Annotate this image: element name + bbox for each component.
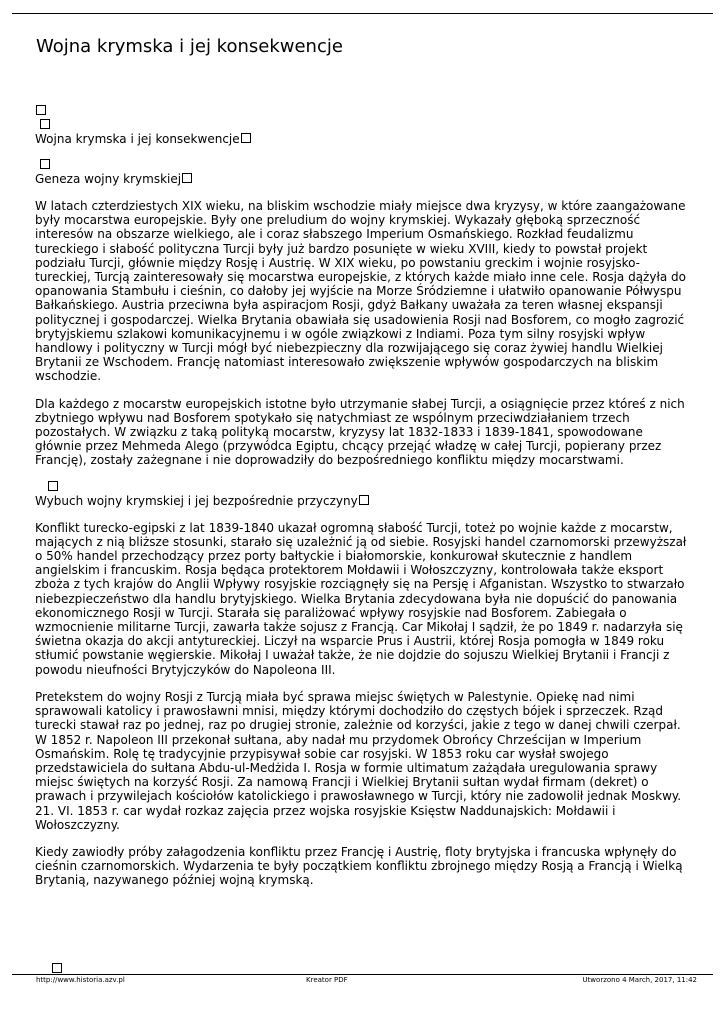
paragraph: W latach czterdziestych XIX wieku, na bliskim wschodzie miały miejsce dwa kryzysy, w które zaangażowane były mocarstwa europejskie. Były one preludium do wojny krymskiej. Wykazały głęboką sprzeczność interesów na obszarze wielkiego, ale i coraz słabszego Imperium Osmańskiego. Rozkład feudalizmu tureckiego i słabość polityczna Turcji były już bardzo posunięte w wieku XVIII, kiedy to powstał projekt podziału Turcji, głównie między Rosję i Austrię. W XIX wieku, po powstaniu greckim i wojnie rosyjsko-tureckiej, Turcją zainteresowały się mocarstwa europejskie, z których każde miało inne cele. Rosja dążyła do opanowania Stambułu i cieśnin, co dałoby jej wyjście na Morze Śródziemne i ułatwiło opanowanie Półwyspu Bałkańskiego. Austria przeciwna była aspiracjom Rosji, gdyż Bałkany uważała za teren własnej ekspansji politycznej i gospodarczej. Wielka Brytania obawiała się usadowienia Rosji nad Bosforem, co mogło zagrozić brytyjskiemu szlakowi komunikacyjnemu i w ogóle związkowi z Indiami. Poza tym silny rosyjski wpływ handlowy i polityczny w Turcji mógł być niebezpieczny dla rozwijającego się coraz żywiej handlu Wielkiej Brytanii ze Wschodem. Francję natomiast interesowało zwiększenie wpływów gospodarczych na bliskim wschodzie. xyxy=(35,199,686,384)
placeholder-box-line xyxy=(35,158,690,172)
paragraph: Pretekstem do wojny Rosji z Turcją miała być sprawa miejsc świętych w Palestynie. Opiekę nad nimi sprawowali katolicy i prawosławni mnisi, między którymi dochodziło do częstych bójek i sprzeczek. Rząd turecki stawał raz po jednej, raz po drugiej stronie, zależnie od korzyści, jakie z tego w danej chwili czerpał. W 1852 r. Napoleon III przekonał sułtana, aby nadał mu przydomek Obrońcy Chrześcijan w Imperium Osmańskim. Rolę tę tradycyjnie przypisywał sobie car rosyjski. W 1853 roku car wysłał swojego przedstawiciela do sułtana Abdu-ul-Medżida I. Rosja w formie ultimatum zażądała uregulowania sprawy miejsc świętych na korzyść Rosji. Za namową Francji i Wielkiej Brytanii sułtan wydał firmam (dekret) o prawach i przywilejach kościołów katolickiego i prawosławnego w Turcji, który nie zadowolił jednak Moskwy. 21. VI. 1853 r. car wydał rozkaz zajęcia przez wojska rosyjskie Księstw Naddunajskich: Mołdawii i Wołoszczyzny. xyxy=(35,689,682,832)
article-title: Wojna krymska i jej konsekwencje xyxy=(35,132,690,146)
section-heading-wybuch: Wybuch wojny krymskiej i jej bezpośrednie przyczyny xyxy=(35,494,690,508)
paragraph: Konflikt turecko-egipski z lat 1839-1840 ukazał ogromną słabość Turcji, toteż po wojnie każde z mocarstw, mających z nią bliższe stosunki, starało się uzależnić ją od siebie. Rosyjski handel czarnomorski przewyższał o 50% handel przechodzący przez porty bałtyckie i białomorskie, konkurował skutecznie z handlem angielskim i francuskim. Rosja będąca protektorem Mołdawii i Wołoszczyzny, kontrolowała także eksport zboża z tych krajów do Anglii Wpływy rosyjskie rozciągnęły się na Persję i Afganistan. Wszystko to stwarzało niebezpieczeństwo dla handlu brytyjskiego. Wielka Brytania zdecydowana była nie dopuścić do panowania ekonomicznego Rosji w Turcji. Starała się paraliżować wpływy rosyjskie nad Bosforem. Zabiegała o wzmocnienie militarne Turcji, zawarła także sojusz z Francją. Car Mikołaj I sądził, że po 1849 r. nadarzyła się świetna okazja do akcji antytureckiej. Liczył na wsparcie Prus i Austrii, której Rosja pomogła w 1849 roku stłumić powstanie węgierskie. Mikołaj I uważał także, że nie dojdzie do sojuszu Wielkiej Brytanii i Francji z powodu nieufności Brytyjczyków do Napoleona III. xyxy=(35,520,687,677)
missing-glyph-icon xyxy=(40,159,50,169)
footer-generator: Kreator PDF xyxy=(306,976,348,984)
footer-created: Utworzono 4 March, 2017, 11:42 xyxy=(582,976,697,984)
missing-glyph-icon xyxy=(182,173,192,183)
top-rule xyxy=(12,13,713,14)
missing-glyph-icon xyxy=(52,963,62,973)
missing-glyph-icon xyxy=(241,133,251,143)
paragraph: Dla każdego z mocarstw europejskich istotne było utrzymanie słabej Turcji, a osiągnięcie przez któreś z nich zbytniego wpływu nad Bosforem spotykało się natychmiast ze wspólnym przeciwdziałaniem trzech pozostałych. W związku z taką polityką mocarstw, kryzysy lat 1832-1833 i 1839-1841, spowodowane głównie przez Mehmeda Alego (przywódca Egiptu, chcący przejąć władzę w całej Turcji, popierany przez Francję), zostały zażegnane i nie doprowadziły do bezpośredniego konfliktu między mocarstwami. xyxy=(35,396,685,468)
section-heading-geneza: Geneza wojny krymskiej xyxy=(35,172,690,186)
article-body xyxy=(35,104,690,888)
footer-url[interactable]: http://www.historia.azv.pl xyxy=(36,976,125,984)
missing-glyph-icon xyxy=(48,481,58,491)
placeholder-box-line xyxy=(35,480,690,494)
placeholder-box-line xyxy=(35,118,690,132)
missing-glyph-icon xyxy=(359,495,369,505)
page-title: Wojna krymska i jej konsekwencje xyxy=(36,36,343,57)
placeholder-box-line xyxy=(35,104,690,118)
missing-glyph-icon xyxy=(36,105,46,115)
paragraph: Kiedy zawiodły próby załagodzenia konfliktu przez Francję i Austrię, floty brytyjska i francuska wpłynęły do cieśnin czarnomorskich. Wydarzenia te były początkiem konfliktu zbrojnego między Rosją a Francją i Wielką Brytanią, nazywanego później wojną krymską. xyxy=(35,844,683,888)
missing-glyph-icon xyxy=(40,119,50,129)
footer-rule xyxy=(12,974,713,975)
